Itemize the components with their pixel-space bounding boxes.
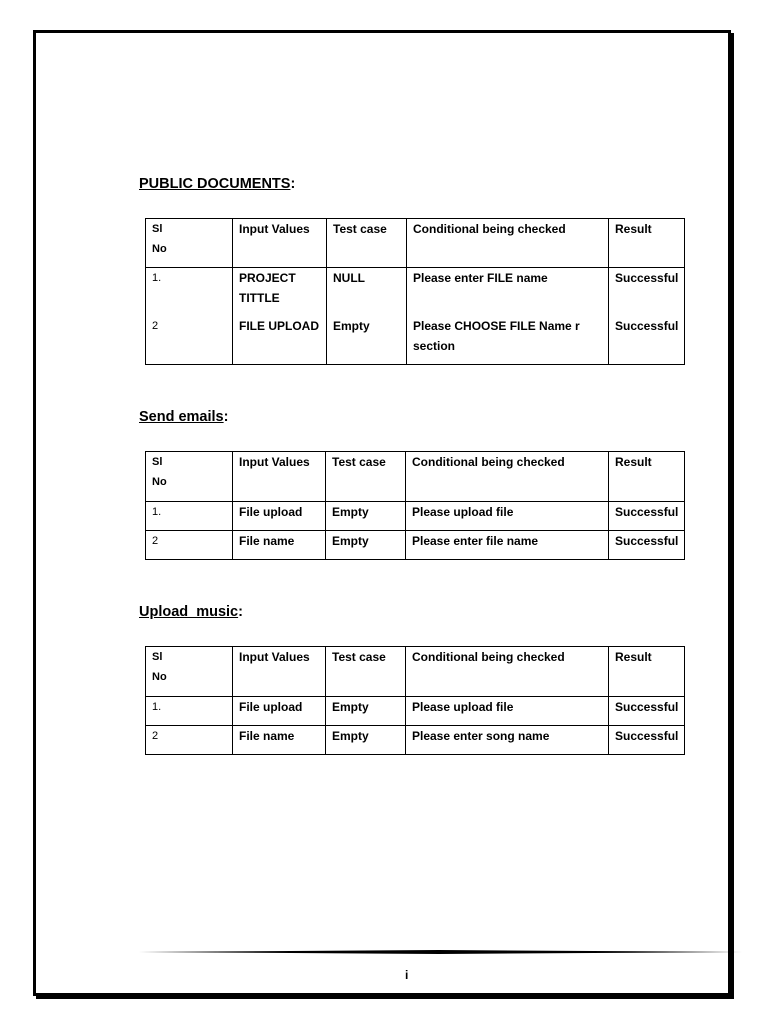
header-result: Result	[615, 455, 652, 469]
cell-condition: Please enter song name	[412, 729, 550, 743]
test-case-table-send-emails	[145, 451, 685, 560]
header-sl-no: Sl No	[152, 456, 167, 488]
cell-result: Successful	[615, 505, 679, 519]
section-title-send-emails: Send emails:	[139, 409, 229, 425]
test-case-table-upload-music	[145, 646, 685, 755]
header-result: Result	[615, 650, 652, 664]
cell-input: FILE UPLOAD	[239, 318, 319, 333]
cell-condition: Please CHOOSE FILE Name r section	[413, 318, 580, 353]
section-title-public-documents: PUBLIC DOCUMENTS:	[139, 176, 296, 192]
cell-test-case: Empty	[332, 534, 369, 548]
table-row	[146, 502, 685, 531]
cell-input: File name	[239, 729, 295, 743]
table-header-row	[146, 647, 685, 697]
cell-condition: Please upload file	[412, 505, 514, 519]
cell-sl: 2	[152, 535, 159, 547]
page-border-shadow-bottom	[36, 996, 734, 999]
cell-result: Successful	[615, 729, 679, 743]
cell-test-case: Empty	[332, 729, 369, 743]
cell-result: Successful	[615, 700, 679, 714]
cell-input: File upload	[239, 505, 303, 519]
cell-result: Successful	[615, 534, 679, 548]
table-row	[146, 531, 685, 560]
header-input-values: Input Values	[239, 455, 310, 469]
table-row	[146, 726, 685, 755]
header-condition: Conditional being checked	[412, 650, 565, 664]
cell-input: File name	[239, 534, 295, 548]
cell-test-case: Empty	[333, 318, 370, 333]
cell-result: Successful	[615, 271, 679, 285]
header-input-values: Input Values	[239, 650, 310, 664]
cell-sl: 1.	[152, 701, 162, 713]
table-header-row	[146, 452, 685, 502]
header-test-case: Test case	[332, 650, 386, 664]
cell-condition: Please enter FILE name	[413, 271, 548, 285]
header-condition: Conditional being checked	[413, 222, 566, 236]
cell-test-case: Empty	[332, 505, 369, 519]
section-title-upload-music: Upload music:	[139, 604, 243, 620]
table-header-row	[146, 219, 685, 268]
header-sl-no: Sl No	[152, 651, 167, 683]
cell-result: Successful	[615, 318, 679, 333]
header-test-case: Test case	[332, 455, 386, 469]
header-input-values: Input Values	[239, 222, 310, 236]
cell-input: PROJECT TITTLE	[239, 271, 296, 305]
table-row	[146, 268, 685, 316]
cell-test-case: NULL	[333, 271, 365, 285]
cell-sl: 1.	[152, 506, 162, 518]
header-sl-no: Sl No	[152, 223, 167, 255]
cell-sl: 2	[152, 730, 159, 742]
cell-input: File upload	[239, 700, 303, 714]
page-border-shadow-right	[731, 33, 734, 999]
cell-test-case: Empty	[332, 700, 369, 714]
test-case-table-public-documents	[145, 218, 685, 365]
page-number: i	[405, 968, 409, 982]
cell-condition: Please upload file	[412, 700, 514, 714]
footer-divider	[139, 950, 742, 954]
header-result: Result	[615, 222, 652, 236]
cell-sl: 2	[152, 319, 159, 332]
cell-sl: 1.	[152, 272, 162, 284]
header-test-case: Test case	[333, 222, 387, 236]
table-row	[146, 697, 685, 726]
header-condition: Conditional being checked	[412, 455, 565, 469]
table-row	[146, 316, 685, 365]
cell-condition: Please enter file name	[412, 534, 539, 548]
